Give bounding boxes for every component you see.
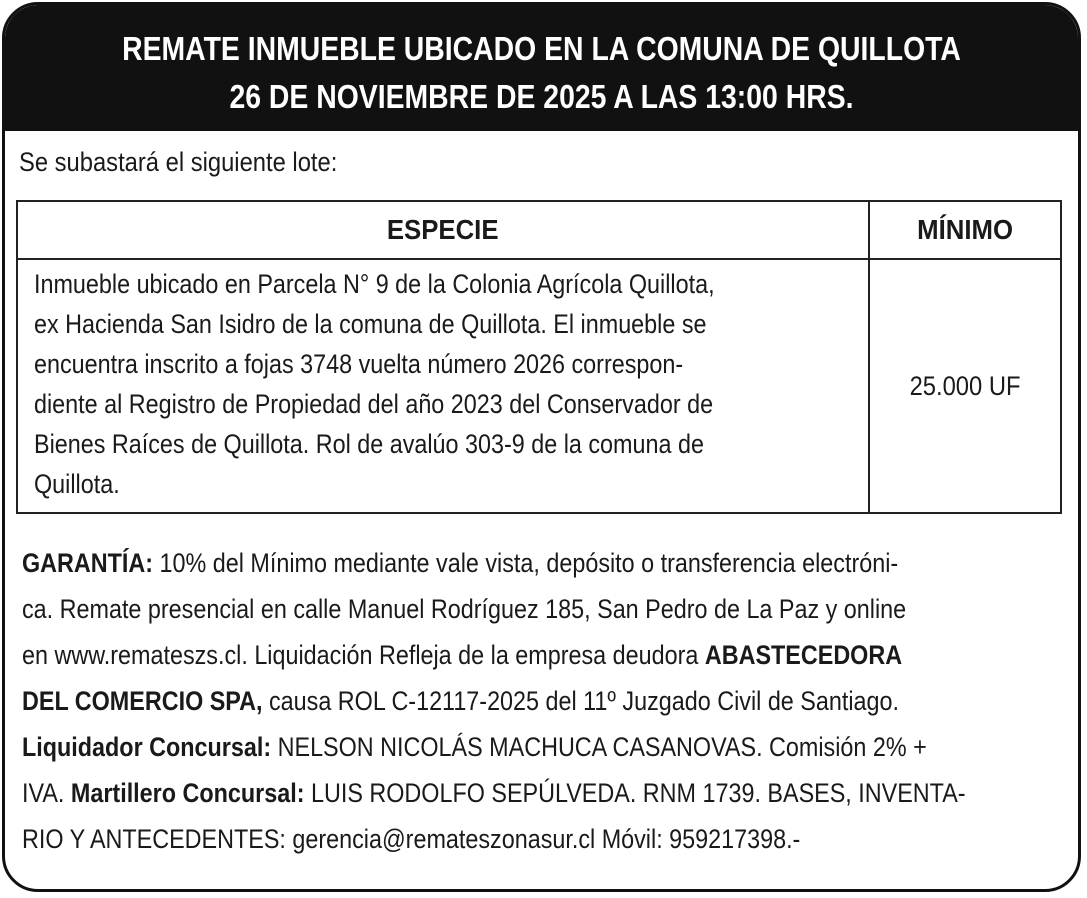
terms-line: DEL COMERCIO SPA, causa ROL C-12117-2025 del 11º Juzgado Civil de Santiago. bbox=[22, 686, 899, 716]
lot-minimum: 25.000 UF bbox=[869, 259, 1061, 513]
column-header-especie: ESPECIE bbox=[17, 201, 869, 259]
lot-table bbox=[16, 200, 1062, 514]
terms-line: RIO Y ANTECEDENTES: gerencia@remateszonasur.cl Móvil: 959217398.- bbox=[22, 824, 801, 854]
table-header-row bbox=[17, 201, 1061, 259]
description-line: Quillota. bbox=[34, 469, 120, 499]
description-line: ex Hacienda San Isidro de la comuna de Quillota. El inmueble se bbox=[34, 309, 707, 339]
liquidador-label: Liquidador Concursal: bbox=[22, 732, 272, 762]
garantia-label: GARANTÍA: bbox=[22, 548, 154, 578]
terms-line: IVA. Martillero Concursal: LUIS RODOLFO SEPÚLVEDA. RNM 1739. BASES, INVENTA- bbox=[22, 778, 966, 808]
intro-text: Se subastará el siguiente lote: bbox=[19, 147, 338, 177]
description-line: Inmueble ubicado en Parcela N° 9 de la Colonia Agrícola Quillota, bbox=[34, 269, 715, 299]
description-line: diente al Registro de Propiedad del año 2023 del Conservador de bbox=[34, 389, 714, 419]
column-header-minimo: MÍNIMO bbox=[869, 201, 1061, 259]
martillero-label: Martillero Concursal: bbox=[70, 778, 305, 808]
description-line: Bienes Raíces de Quillota. Rol de avalúo 303-9 de la comuna de bbox=[34, 429, 704, 459]
notice-header bbox=[5, 5, 1078, 131]
terms-paragraph bbox=[22, 540, 1062, 862]
terms-line: en www.remateszs.cl. Liquidación Refleja de la empresa deudora ABASTECEDORA bbox=[22, 640, 903, 670]
lot-description bbox=[17, 259, 869, 513]
terms-line: ca. Remate presencial en calle Manuel Rodríguez 185, San Pedro de La Paz y online bbox=[22, 594, 907, 624]
table-row bbox=[17, 259, 1061, 513]
terms-line: GARANTÍA: 10% del Mínimo mediante vale vista, depósito o transferencia electróni- bbox=[22, 548, 899, 578]
debtor-name: ABASTECEDORA bbox=[704, 640, 903, 670]
debtor-name-cont: DEL COMERCIO SPA, bbox=[22, 686, 263, 716]
terms-line: Liquidador Concursal: NELSON NICOLÁS MACHUCA CASANOVAS. Comisión 2% + bbox=[22, 732, 927, 762]
header-date: 26 DE NOVIEMBRE DE 2025 A LAS 13:00 HRS. bbox=[229, 78, 854, 115]
description-line: encuentra inscrito a fojas 3748 vuelta número 2026 correspon- bbox=[34, 349, 684, 379]
header-title: REMATE INMUEBLE UBICADO EN LA COMUNA DE QUILLOTA bbox=[122, 30, 961, 67]
